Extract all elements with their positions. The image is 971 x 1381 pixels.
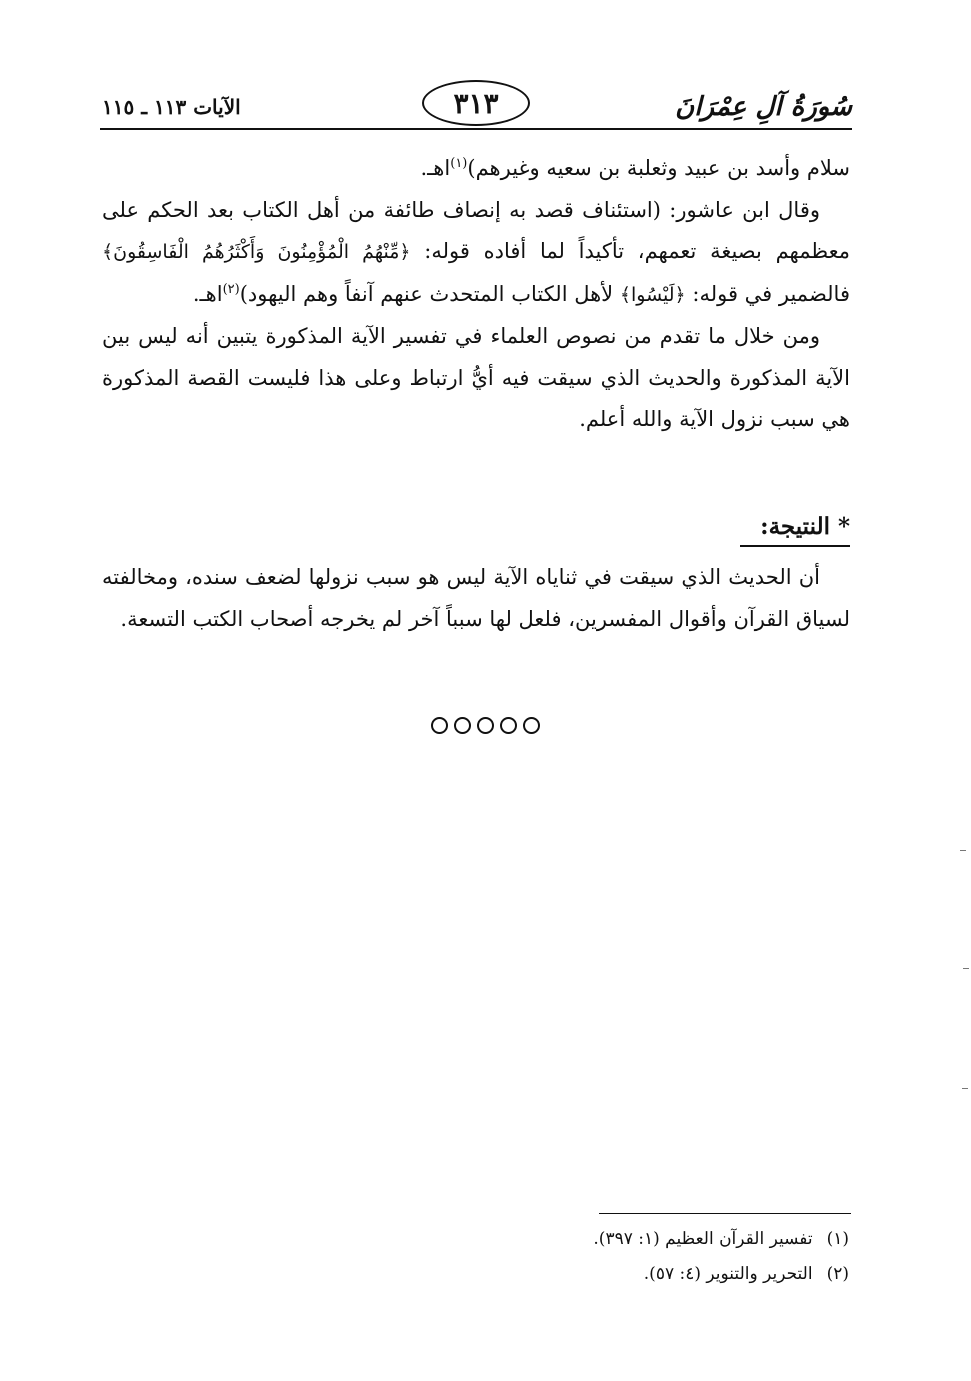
scan-mark: [963, 968, 969, 969]
page-number: ٣١٣: [453, 86, 499, 120]
circle-icon: [523, 717, 540, 734]
footnote-marker-2: (٢): [222, 281, 240, 297]
running-header: [100, 80, 852, 130]
asterisk-icon: *: [837, 513, 850, 540]
paragraph-2-part-c: لأهل الكتاب المتحدث عنهم آنفاً وهم اليهود): [239, 281, 620, 306]
paragraph-1: [102, 148, 850, 190]
footnote-1-text: تفسير القرآن العظيم (١: ٣٩٧).: [593, 1229, 813, 1249]
scan-mark: [962, 1088, 968, 1089]
result-paragraph: أن الحديث الذي سيقت في ثناياه الآية ليس هو سبب نزولها لضعف سنده، ومخالفته لسياق القرآن وأقوال المفسرين، فلعل لها سبباً آخر لم يخرجه أصحاب الكتب التسعة.: [102, 565, 850, 631]
footnote-1-number: (١): [826, 1229, 849, 1249]
scan-mark: [960, 850, 966, 851]
paragraph-2: [102, 190, 850, 317]
paragraph-2-tail: اهـ.: [192, 281, 223, 306]
footnote-2-number: (٢): [826, 1264, 849, 1284]
body-text: [102, 148, 850, 441]
footnote-1: [449, 1222, 849, 1257]
paragraph-2-part-a: وقال ابن عاشور: (استئناف قصد به إنصاف طائفة من أهل الكتاب بعد الحكم على معظمهم بصيغة تعمهم، تأكيداً لما أفاده قوله:: [102, 197, 850, 263]
footnote-2: [449, 1257, 849, 1292]
five-circles-ornament-icon: [0, 717, 971, 734]
footnotes: [449, 1222, 849, 1292]
circle-icon: [500, 717, 517, 734]
paragraph-3: ومن خلال ما تقدم من نصوص العلماء في تفسير الآية المذكورة يتبين أنه ليس بين الآية المذكورة والحديث الذي سيقت فيه أيُّ ارتباط وعلى هذا فليست القصة المذكورة هي سبب نزول الآية والله أعلم.: [102, 324, 850, 431]
footnote-rule: [599, 1213, 851, 1214]
footnote-2-text: التحرير والتنوير (٤: ٥٧).: [643, 1264, 813, 1284]
circle-icon: [477, 717, 494, 734]
circle-icon: [454, 717, 471, 734]
paragraph-1-tail: اهـ.: [420, 156, 451, 180]
quran-quote-2: ﴿لَيْسُوا﴾: [619, 283, 686, 306]
result-heading: [740, 513, 850, 547]
page-number-frame: [422, 80, 530, 126]
result-text: [102, 557, 850, 640]
circle-icon: [431, 717, 448, 734]
quran-quote-1: ﴿مِّنْهُمُ الْمُؤْمِنُونَ وَأَكْثَرُهُمُ الْفَاسِقُونَ﴾: [102, 241, 411, 263]
paragraph-2-part-b: فالضمير في قوله:: [685, 281, 850, 306]
surah-name: سُورَةُ آلِ عِمْرَانَ: [675, 92, 852, 122]
result-heading-label: النتيجة:: [760, 513, 830, 540]
footnote-marker-1: (١): [450, 156, 468, 171]
paragraph-1-text: سلام وأسد بن عبيد وثعلبة بن سعيه وغيرهم): [467, 156, 850, 180]
header-rule: [100, 128, 852, 130]
verses-range: الآيات ١١٣ ـ ١١٥: [102, 95, 241, 119]
